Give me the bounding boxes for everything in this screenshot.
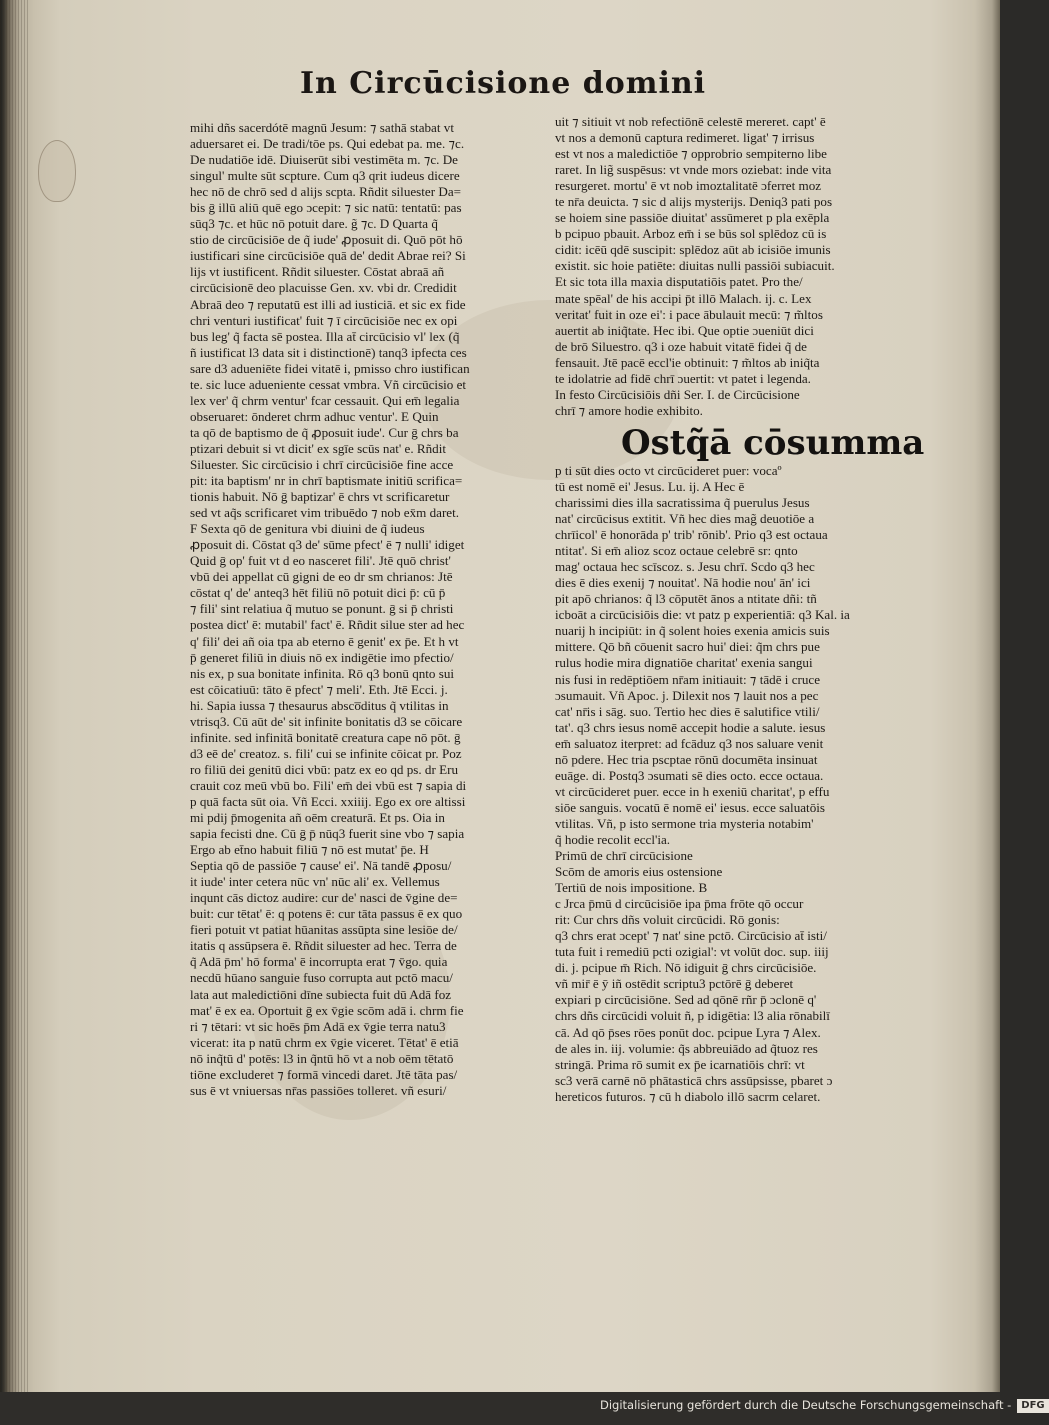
text-line: nuarij h incipiūt: in q̃ solent hoies exenia amicis suis [555,623,830,639]
text-line: ptizari debuit si vt dicit' ex sgīe scūs nat' e. Rñdit [190,440,446,456]
text-line: vbū dei appellat cū gigni de eo dr sm chrianos: Jtē [190,569,453,585]
text-line: resurgeret. mortu' ē vt nob imoztalitatē ɔferret moz [555,178,822,194]
text-line: est cōicatiuū: tāto ē pfect' ⁊ meli'. Eth. Jtē Ecci. j. [190,681,448,697]
text-line: te idolatrie ad fidē chrī ɔuertit: vt patet i legenda. [555,370,811,386]
funding-note: Digitalisierung gefördert durch die Deutsche Forschungsgemeinschaft - [600,1398,1012,1412]
text-line: bus leg' q̃ facta sē postea. Illa at̄ circūcisio vl' lex (q̃ [190,328,460,344]
text-line: stringā. Prima rō sumit ex p̄e icarnatiōis chrī: vt [555,1056,805,1072]
text-line: De nudatiōe idē. Diuiserūt sibi vestimēta m. ⁊c. De [190,152,458,168]
text-line: cōstat q' de' anteq3 hēt filiū nō potuit dici p̄: cū p̄ [190,585,446,601]
text-line: uit ⁊ sitiuit vt nob refectiōnē celestē mereret. capt' ē [555,114,826,129]
dfg-logo: DFG [1017,1399,1048,1413]
text-line: est vt nos a maledictiōe ⁊ opprobrio sempiterno libe [555,146,827,162]
text-line: postea dict' ē: mutabil' fact' ē. Rñdit silue ster ad hec [190,617,465,633]
text-line: vicerat: ita p natū chrm ex v̄gie viceret. Tētat' ē etiā [190,1034,459,1050]
text-line: nō pdere. Hec tria pscptae rōnū documēta insinuat [555,751,818,767]
text-line: vtrisq3. Cū aūt de' sit infinite bonitatis d3 se cōicare [190,713,463,729]
text-line: obseruaret: ōnderet chrm adhuc ventur'. E Quin [190,408,439,424]
text-line: ta qō de baptismo de q̃ ꝓposuit iude'. Cur ḡ chrs ba [190,424,459,440]
text-line: ñ iustificat l3 data sit i distinctionē) tanq3 ipfecta ces [190,344,467,360]
text-line: mi pdij p̄mogenita añ oēm creaturā. Et ps. Oia in [190,810,445,826]
text-line: hi. Sapia iussa ⁊ thesaurus absco̅ditus q̃ vtilitas in [190,697,449,713]
text-line: tuta fuit i remediū pcti ozigial': vt volūt doc. sup. iiij [555,944,829,960]
text-line: q̃ hodie recolit eccl'ia. [555,831,671,847]
text-line: hereticos futuros. ⁊ cū h diabolo illō sacrm celaret. [555,1088,821,1104]
text-line: q3 chrs erat ɔcept' ⁊ nat' sine pctō. Circūcisio at̄ isti/ [555,928,827,944]
text-line: tionis habuit. Nō ḡ baptizar' ē chrs vt scrificaretur [190,489,450,505]
text-line: cā. Ad qō p̄ses rōes ponūt doc. pcipue Lyra ⁊ Alex. [555,1024,821,1040]
sermon-division-list [555,848,907,896]
text-line: mat' ē ex ea. Oportuit ḡ ex v̄gie scōm adā i. chrm fie [190,1002,464,1018]
text-line: vñ mir̄ ē ȳ iñ ostēdit scriptu3 pctōrē ḡ deberet [555,976,794,992]
text-line: lata aut maledictiōni dīne subiecta fuit dū Adā foz [190,986,452,1002]
text-line: stio de circūcisiōe de q̃ iude' ꝓposuit di. Quō pōt hō [190,232,463,248]
list-item: Primū de chrī circūcisione [555,848,693,864]
text-line: chrs dñs circūcidi voluit ñ, p idigētia: l3 alia rōnabilī [555,1008,830,1024]
text-line: sūq3 ⁊c. et hūc nō potuit dare. g̃ ⁊c. D Quarta q̃ [190,216,438,232]
page-gutter [0,0,30,1425]
text-line: Siluester. Sic circūcisio i chrī circūcisiōe fine acce [190,456,454,472]
list-item: Scōm de amoris eius ostensione [555,864,723,880]
text-line: aduersaret ei. De tradi/tōe ps. Qui edebat pa. me. ⁊c. [190,136,465,152]
text-line: raret. In lig̃ suspēsus: vt vnde mors oziebat: inde vita [555,162,832,178]
text-line: Abraā deo ⁊ reputatū est illi ad iusticiā. et sic ex fide [190,296,466,312]
text-line: rit: Cur chrs dñs voluit circūcidi. Rō gonis: [555,912,780,928]
text-line: singul' multe sūt scpture. Cum q3 qrit iudeus dicere [190,168,460,184]
text-line: p ti sūt dies octo vt circūcideret puer: vocaº [555,462,782,478]
text-line: cidit: icēū qdē suscipit: splēdoz aūt ab icisiōe imunis [555,242,831,258]
text-line: iustificari sine circūcisiōe quā de' dedit Abrae rei? Si [190,248,466,264]
text-line: Ergo ab et̄no habuit filiū ⁊ nō est mutat' p̄e. H [190,842,429,858]
text-line: bis ḡ illū aliū quē ego ɔcepit: ⁊ sic natū: tentatū: pas [190,200,462,216]
text-line: tat'. q3 chrs iesus nomē accepit hodie a salute. iesus [555,719,826,735]
text-line: dies ē dies exenij ⁊ nouitat'. Nā hodie nou' ān' ici [555,575,811,591]
text-line: cat' nr̄is i sāg. suo. Tertio hec dies ē salutifice vtili/ [555,703,820,719]
text-line: sapia fecisti dne. Cū ḡ p̄ nūq3 fuerit sine vbo ⁊ sapia [190,826,465,842]
text-line: vtilitas. Vñ, p isto sermone tria mysteria notabim' [555,815,814,831]
text-line: chri venturi iustificat' fuit ⁊ ī circūcisiōe nec ex opi [190,312,458,328]
text-line: circūcisionē deo placuisse Gen. xv. vbi dr. Credidit [190,280,457,296]
running-title: In Circūcisione domini [300,66,707,101]
text-line: se hoiem sine passiōe diuitat' assūmeret p pla exēpla [555,210,830,226]
text-line: mihi dñs sacerdótē magnū Jesum: ⁊ sathā stabat vt [190,120,454,135]
text-line: ri ⁊ tētari: vt sic hoēs p̄m Adā ex v̄gie terra natu3 [190,1018,446,1034]
text-line: mittere. Qō bñ cōuenit sacro hui' diei: q̃m chrs pue [555,639,820,655]
text-line: pit apō chrianos: q̃ l3 cōputēt ānos a ntitate dñi: tñ [555,591,817,607]
text-line: chrī ⁊ amore hodie exhibito. [555,402,703,418]
right-column-bottom-text [555,896,907,1105]
text-line: nis fusi in redēptiōem nr̄am initiauit: ⁊ tādē i cruce [555,671,821,687]
text-line: te. sic luce adueniente cessat vmbra. Vñ circūcisio et [190,376,467,392]
text-line: sare d3 adueniēte fidei vitatē i, pmisso chro iustifican [190,360,470,376]
text-line: icboāt a circūcisiōis die: vt patz p experientiā: q3 Kal. ia [555,607,850,623]
left-text-column [190,120,530,1180]
text-line: ntitat'. Si em̄ alioz scoz octaue celebrē sr: qnto [555,543,798,559]
text-line: b pcipuo pbauit. Arboz em̄ i se būs sol splēdoz cū is [555,226,827,242]
text-line: lex ver' q̃ chrm ventur' fcar cessauit. Qui em̄ legalia [190,392,460,408]
text-line: veritat' fuit in oze ei': i pace ābulauit mecū: ⁊ m̃ltos [555,306,823,322]
text-line: euāge. di. Postq3 ɔsumati sē dies octo. ecce octaua. [555,767,824,783]
text-line: ro filiū dei genitū dici vbū: patz ex eo qd ps. dr Eru [190,761,458,777]
text-line: sed vt aq̃s scrificaret vim tribuēdo ⁊ nob ex̄m daret. [190,505,460,521]
text-line: crauit coz meū vbū bo. Fili' em̄ dei vbū est ⁊ sapia di [190,777,467,793]
text-line: auertit ab iniq̃tate. Hec ibi. Que optie ɔueniūt dici [555,322,814,338]
text-line: mate spēal' de his accipi p̄t illō Malach. ij. c. Lex [555,290,812,306]
text-line: vt nos a demonū captura redimeret. ligat' ⁊ irrisus [555,130,815,146]
text-line: em̄ saluatoz iterpret: ad fcāduz q3 nos saluare venit [555,735,824,751]
text-line: expiari p circūcisiōne. Sed ad qōnē rñr p̄ ɔclonē q' [555,992,817,1008]
text-line: sus ē vt vniuersas nr̄as passiōes tolleret. vñ esuri/ [190,1082,447,1098]
text-line: p̄ generet filiū in diuis nō ex indigētie imo pfectio/ [190,649,454,665]
text-line: itatis q assūpsera ē. Rñdit siluester ad hec. Terra de [190,938,457,954]
text-line: existit. sic hoie patiēte: diuitas nulli passiōi subiacuit. [555,258,835,274]
text-line: ɔsumauit. Vñ Apoc. j. Dilexit nos ⁊ lauit nos a pec [555,687,819,703]
text-line: tiōne excluderet ⁊ formā vincedi daret. Jtē tāta pas/ [190,1066,458,1082]
page-tab-marker [38,140,76,202]
text-line: Septia qō de passiōe ⁊ cause' ei'. Nā tandē ꝓposu/ [190,858,452,874]
text-line: infinite. sed infinitā bonitatē creatura cape nō pōt. ḡ [190,729,461,745]
text-line: tū est nomē ei' Jesus. Lu. ij. A Hec ē [555,478,745,494]
text-line: vt circūcideret puer. ecce in h exeniū charitat', p effu [555,783,830,799]
right-text-column [555,114,925,1214]
funding-footer [600,1398,1045,1418]
text-line: Et sic tota illa maxia disputatiōis patet. Pro the/ [555,274,803,290]
text-line: fieri potuit vt patiat hūanitas assūpta sine lesiōe de/ [190,922,458,938]
text-line: q' fili' dei añ oia tpa ab eterno ē genit' ex p̄e. Et h vt [190,633,459,649]
text-line: nis ex, p sua bonitate infinita. Rō q3 bonū qnto sui [190,665,455,681]
text-line: di. j. pcipue m̄ Rich. Nō idiguit ḡ chrs circūcisiōe. [555,960,817,976]
text-line: ⁊ fili' sint relatiua q̃ mutuo se ponunt. ḡ si p̄ christi [190,601,454,617]
text-line: it iude' inter cetera nūc vn' nūc ali' ex. Vellemus [190,874,440,890]
text-line: necdū hūano sanguie fuso corrupta aut pctō macu/ [190,970,453,986]
text-line: nat' circūcisus extitit. Vñ hec dies mag̃ deuotiōe a [555,511,815,527]
text-line: siōe sanguis. vocatū ē nomē ei' iesus. ecce saluatōis [555,799,825,815]
text-line: d3 eē de' creatoz. s. fili' cui se infinite cōicat pr. Poz [190,745,462,761]
text-line: pit: ita baptism' nr in chrī baptismate initiū scrifica= [190,473,463,489]
text-line: mag' octaua hec scīscoz. s. Jesu chrī. Scdo q3 hec [555,559,815,575]
text-line: rulus hodie mira dignatiōe charitat' exenia sangui [555,655,813,671]
text-line: sc3 verā carnē nō phātasticā chrs assūpsisse, pbaret ɔ [555,1072,833,1088]
text-line: te nr̄a deuicta. ⁊ sic d alijs mysterijs. Deniq3 pati pos [555,194,833,210]
text-line: chrīicol' ē honorāda p' trib' rōnib'. Prio q3 est octaua [555,527,828,543]
right-column-top-text [555,114,907,419]
text-line: hec nō de chrō sed d alijs scpta. Rñdit siluester Da= [190,184,462,200]
text-line: de brō Siluestro. q3 i oze habuit vitatē fidei q̃ de [555,338,807,354]
text-line: Quid ḡ op' fuit vt d eo nasceret fili'. Jtē quō christ' [190,553,451,569]
text-line: inqunt cās dictoz audire: cur de' nasci de v̄gine de= [190,890,458,906]
text-line: charissimi dies illa sacratissima q̃ puerulus Jesus [555,494,810,510]
text-line: p quā facta sūt oia. Vñ Ecci. xxiiij. Ego ex ore altissi [190,793,466,809]
text-line: fensauit. Jtē pacē eccl'ie obtinuit: ⁊ m̃ltos ab iniq̃ta [555,354,820,370]
text-line: lijs vt iustificent. Rñdit siluester. Cōstat abraā añ [190,264,445,280]
text-line: de ales in. iij. volumie: q̃s abbreuiādo ad q̃tuoz res [555,1040,818,1056]
text-line: F Sexta qō de genitura vbi diuini de q̃ iudeus [190,521,425,537]
text-line: buit: cur tētat' ē: q potens ē: cur tāta passus ē ex quo [190,906,463,922]
text-line: nō inq̃tū d' potēs: l3 in q̃ntū hō vt a nob oēm tētatō [190,1050,454,1066]
text-line: c Jrca p̄mū d circūcisiōe ipa p̄ma frōte qō occur [555,896,804,912]
text-line: In festo Circūcisiōis dñi Ser. I. de Circūcisione [555,386,800,402]
right-column-sermon-text [555,463,907,848]
list-item: Tertiū de nois impositione. B [555,880,708,896]
sermon-initial-heading: Ostq̃ā cōsumma [621,422,925,463]
text-line: q̃ Adā p̄m' hō forma' ē incorrupta erat ⁊ v̄go. quia [190,954,448,970]
text-line: ꝓposuit di. Cōstat q3 de' sūme pfect' ē ⁊ nulli' idiget [190,537,465,553]
